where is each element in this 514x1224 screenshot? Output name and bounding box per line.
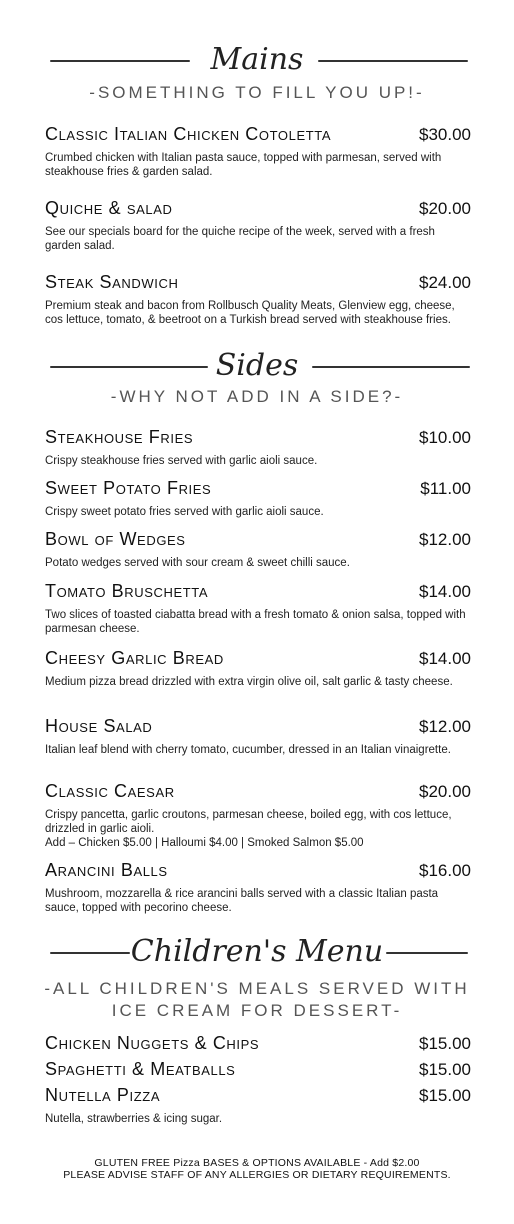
item-name: Steak Sandwich [45,272,179,292]
item-description: Crispy sweet potato fries served with garlic aioli sauce. [45,506,324,518]
item-price: $10.00 [419,428,471,447]
menu-item [45,124,471,179]
gluten-free-note: GLUTEN FREE Pizza BASES & OPTIONS AVAILABLE - Add $2.00 [94,1157,420,1169]
menu-item [45,478,471,519]
item-price: $20.00 [419,782,471,801]
item-description: Potato wedges served with sour cream & sweet chilli sauce. [45,557,350,569]
item-price: $11.00 [420,479,471,498]
menu-item [45,716,471,757]
item-description: Mushroom, mozzarella & rice arancini balls served with a classic Italian pasta sauce, topped with pecorino cheese. [45,888,439,914]
menu-item [45,781,471,850]
item-description: Premium steak and bacon from Rollbusch Quality Meats, Glenview egg, cheese, cos lettuce, tomato, & beetroot on a Turkish bread served with steakhouse fries. [45,300,455,326]
item-name: Tomato Bruschetta [45,581,209,601]
children-tagline: -ALL CHILDREN'S MEALS SERVED WITH [44,979,470,998]
item-price: $24.00 [419,273,471,292]
section-title-children: Children's Menu [130,934,384,969]
menu-item [45,581,471,636]
item-price: $15.00 [419,1060,471,1079]
footer-notes [0,1157,514,1181]
item-description: Italian leaf blend with cherry tomato, cucumber, dressed in an Italian vinaigrette. [45,744,451,756]
menu-item [45,427,471,468]
menu-item [45,1059,471,1080]
children-tagline: ICE CREAM FOR DESSERT- [111,1001,403,1020]
item-name: Bowl of Wedges [45,529,186,549]
item-name: Arancini Balls [45,860,168,880]
item-price: $15.00 [419,1086,471,1105]
item-name: Steakhouse Fries [45,427,194,447]
item-price: $30.00 [419,125,471,144]
menu-item [45,860,471,915]
mains-header [0,38,514,104]
item-description: Medium pizza bread drizzled with extra virgin olive oil, salt garlic & tasty cheese. [45,676,453,688]
item-price: $16.00 [419,861,471,880]
item-name: Nutella Pizza [45,1085,161,1105]
item-name: Sweet Potato Fries [45,478,212,498]
item-description: Crispy steakhouse fries served with garlic aioli sauce. [45,455,318,467]
sides-tagline: -WHY NOT ADD IN A SIDE?- [110,387,404,406]
item-price: $15.00 [419,1034,471,1053]
section-title-sides: Sides [215,348,299,383]
section-title-mains: Mains [210,42,304,77]
item-name: Classic Caesar [45,781,175,801]
item-name: Classic Italian Chicken Cotoletta [45,124,332,144]
item-price: $12.00 [419,530,471,549]
item-description: Crumbed chicken with Italian pasta sauce, topped with parmesan, served with steakhouse fries & garden salad. [45,152,442,178]
item-description: Nutella, strawberries & icing sugar. [45,1113,223,1125]
menu-item [45,272,471,327]
item-description: Crispy pancetta, garlic croutons, parmesan cheese, boiled egg, with cos lettuce, drizzled in garlic aioli. [45,809,452,835]
item-name: House Salad [45,716,153,736]
item-name: Spaghetti & Meatballs [45,1059,236,1079]
menu-item [45,1033,471,1054]
sides-header [0,344,514,408]
menu-item [45,529,471,570]
item-price: $14.00 [419,649,471,668]
menu-item [45,198,471,253]
item-description: Two slices of toasted ciabatta bread with a fresh tomato & onion salsa, topped with parmesan cheese. [45,609,466,635]
item-name: Cheesy Garlic Bread [45,648,224,668]
item-description: See our specials board for the quiche recipe of the week, served with a fresh garden salad. [45,226,435,252]
item-price: $20.00 [419,199,471,218]
item-price: $14.00 [419,582,471,601]
allergy-note: PLEASE ADVISE STAFF OF ANY ALLERGIES OR DIETARY REQUIREMENTS. [63,1169,451,1181]
menu-item [45,1085,471,1126]
children-header [0,930,514,1022]
item-price: $12.00 [419,717,471,736]
item-name: Chicken Nuggets & Chips [45,1033,260,1053]
menu-item [45,648,471,689]
item-addons: Add – Chicken $5.00 | Halloumi $4.00 | Smoked Salmon $5.00 [45,837,364,849]
mains-tagline: -SOMETHING TO FILL YOU UP!- [89,83,425,102]
item-name: Quiche & salad [45,198,173,218]
